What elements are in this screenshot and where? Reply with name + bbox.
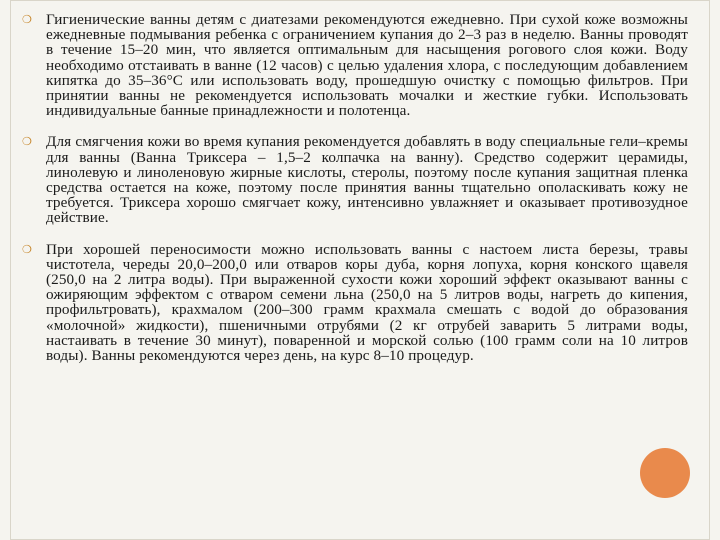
paragraph-softening-gels: Для смягчения кожи во время купания рекомендуется добавлять в воду специальные гели–кремы для ванны (Ванна Триксера – 1,5–2 колпачка на ванну). Средство содержит церамиды, линолевую и линоленовую жирные кислоты, стеролы, поэтому после купания защитная пленка средства остается на коже, поэтому после принятия ванны тщательно ополаскивать кожу не требуется. Триксера хорошо смягчает кожу, интенсивно увлажняет и оказывает противозудное действие. <box>46 133 688 227</box>
paragraph-hygienic-baths: Гигиенические ванны детям с диатезами рекомендуются ежедневно. При сухой коже возможны ежедневные подмывания ребенка с ограничением купания до 2–3 раз в неделю. Ванны проводят в течение 15–20 мин, что является оптимальным для насыщения рогового слоя кожи. Воду необходимо отстаивать в ванне (12 часов) с целью удаления хлора, с последующим добавлением кипятка до 35–36°С или использовать воду, прошедшую очистку с помощью фильтров. При принятии ванны не рекомендуется использовать мочалки и жесткие губки. Использовать индивидуальные банные принадлежности и полотенца. <box>46 11 688 120</box>
slide-border-left <box>10 0 11 540</box>
paragraph-herbal-baths: При хорошей переносимости можно использовать ванны с настоем листа березы, травы чистотела, череды 20,0–200,0 или отваров коры дуба, корня лопуха, корня конского щавеля (250,0 на 2 литра воды). При выраженной сухости кожи хороший эффект оказывают ванны с ожиряющим эффектом с отваром семени льна (250,0 на 5 литров воды, нагреть до кипения, профильтровать), крахмалом (200–300 грамм крахмала смешать с водой до образования «молочной» жидкости), пшеничными отрубями (2 кг отрубей заварить 5 литрами воды, настаивать в течение 30 минут), поваренной и морской солью (100 грамм соли на 10 литров воды). Ванны рекомендуются через день, на курс 8–10 процедур. <box>46 240 688 365</box>
accent-circle-decoration <box>640 448 690 498</box>
slide-border-top <box>10 0 710 1</box>
bullet-icon: ❍ <box>22 135 32 149</box>
bullet-item <box>20 242 688 364</box>
bullet-item <box>20 134 688 225</box>
bullet-icon: ❍ <box>22 13 32 26</box>
slide-content <box>20 12 688 379</box>
bullet-item <box>20 12 688 118</box>
slide-border-right <box>709 0 710 540</box>
bullet-icon: ❍ <box>22 242 32 256</box>
